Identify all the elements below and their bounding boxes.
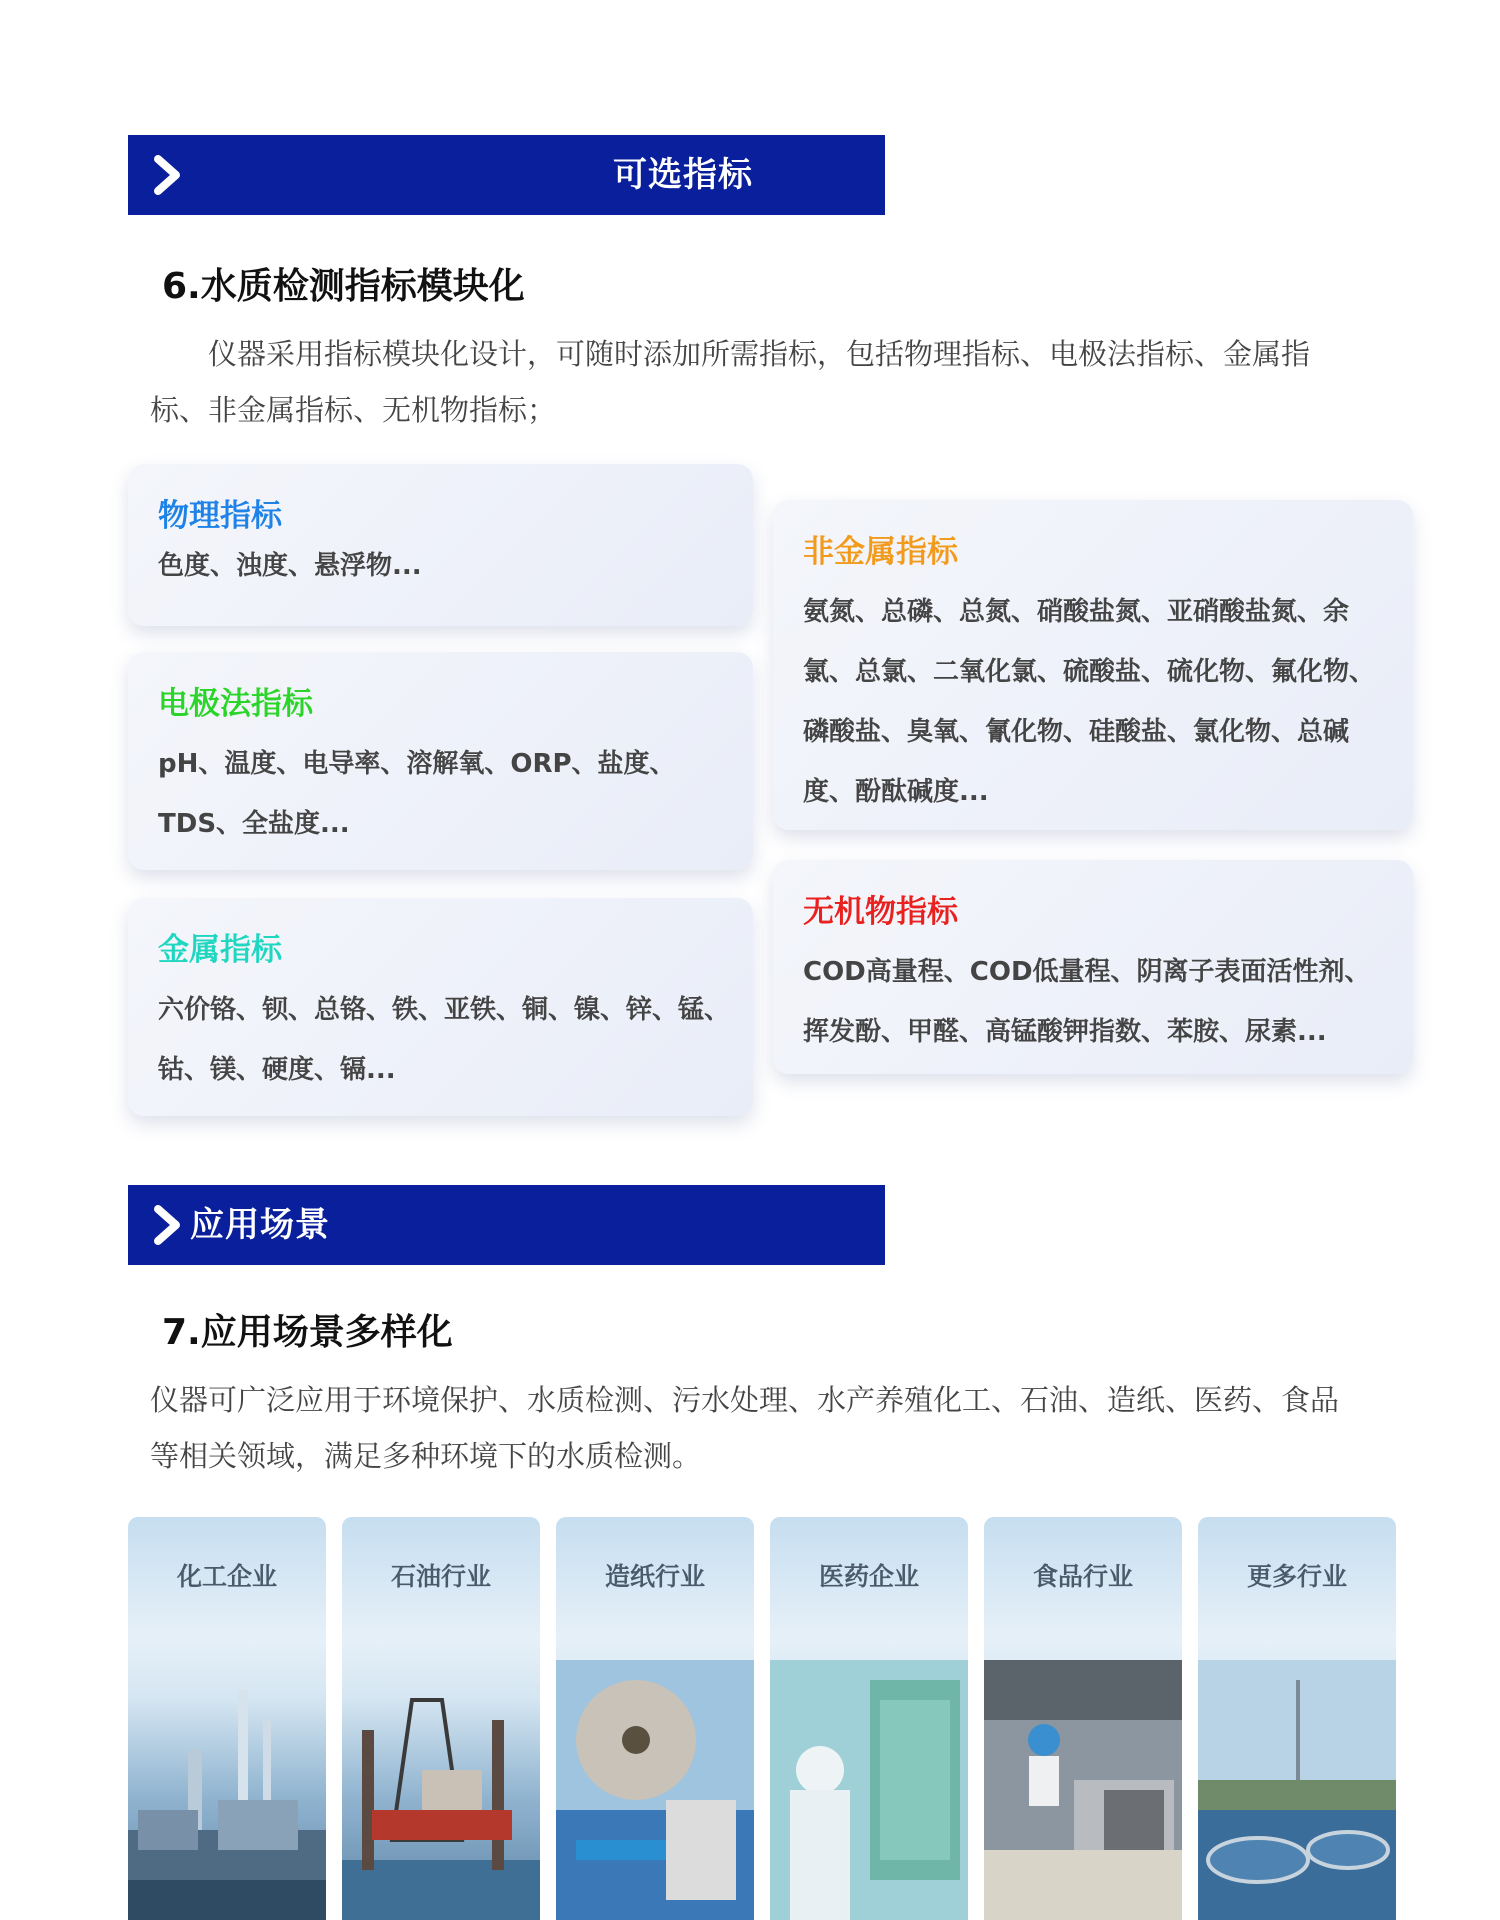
industry-tile-food[interactable] (984, 1517, 1182, 1920)
banner-title: 应用场景 (190, 1205, 330, 1245)
chemical-plant-image (128, 1660, 326, 1920)
section-paragraph: 仪器采用指标模块化设计，可随时添加所需指标，包括物理指标、电极法指标、金属指标、非金属指标、无机物指标； (150, 337, 1311, 427)
section-banner-applications (128, 1185, 885, 1265)
card-text: 色度、浊度、悬浮物... (158, 551, 422, 581)
card-title: 非金属指标 (803, 534, 958, 570)
card-inorganic-indicators (773, 860, 1413, 1074)
industry-tile-pharma[interactable] (770, 1517, 968, 1920)
card-title: 金属指标 (158, 932, 282, 968)
water-treatment-plant-image (1198, 1660, 1396, 1920)
banner-title: 可选指标 (613, 155, 753, 195)
section-title: 6.水质检测指标模块化 (162, 266, 525, 307)
card-text: 氨氮、总磷、总氮、硝酸盐氮、亚硝酸盐氮、余氯、总氯、二氧化氯、硫酸盐、硫化物、氟化物、磷酸盐、臭氧、氰化物、硅酸盐、氯化物、总碱度、酚酞碱度... (803, 597, 1376, 807)
section-title: 7.应用场景多样化 (162, 1312, 453, 1353)
industry-tile-more[interactable] (1198, 1517, 1396, 1920)
paper-mill-image (556, 1660, 754, 1920)
card-electrode-indicators (128, 652, 753, 870)
industry-tile-chemical[interactable] (128, 1517, 326, 1920)
industry-label: 食品行业 (1032, 1562, 1133, 1591)
oil-rig-image (342, 1660, 540, 1920)
industry-label: 石油行业 (390, 1562, 491, 1591)
card-metal-indicators (128, 898, 753, 1116)
card-text: COD高量程、COD低量程、阴离子表面活性剂、挥发酚、甲醛、高锰酸钾指数、苯胺、尿素... (803, 957, 1371, 1047)
card-text: pH、温度、电导率、溶解氧、ORP、盐度、TDS、全盐度... (158, 749, 676, 839)
card-title: 物理指标 (158, 498, 282, 534)
chevron-right-icon (150, 1203, 186, 1247)
industry-tile-paper[interactable] (556, 1517, 754, 1920)
card-title: 无机物指标 (803, 894, 958, 930)
card-text: 六价铬、钡、总铬、铁、亚铁、铜、镍、锌、锰、钴、镁、硬度、镉... (158, 995, 731, 1085)
pharmaceutical-lab-image (770, 1660, 968, 1920)
section-paragraph: 仪器可广泛应用于环境保护、水质检测、污水处理、水产养殖化工、石油、造纸、医药、食品等相关领域，满足多种环境下的水质检测。 (150, 1383, 1340, 1473)
industry-label: 更多行业 (1246, 1562, 1347, 1591)
industry-label: 医药企业 (818, 1562, 919, 1591)
section-banner-optional-indicators (128, 135, 885, 215)
card-title: 电极法指标 (158, 686, 313, 722)
industry-tile-petroleum[interactable] (342, 1517, 540, 1920)
card-nonmetal-indicators (773, 500, 1413, 830)
card-physical-indicators (128, 464, 753, 626)
industry-label: 造纸行业 (604, 1562, 705, 1591)
chevron-right-icon (150, 153, 186, 197)
food-factory-image (984, 1660, 1182, 1920)
industry-label: 化工企业 (176, 1562, 277, 1591)
